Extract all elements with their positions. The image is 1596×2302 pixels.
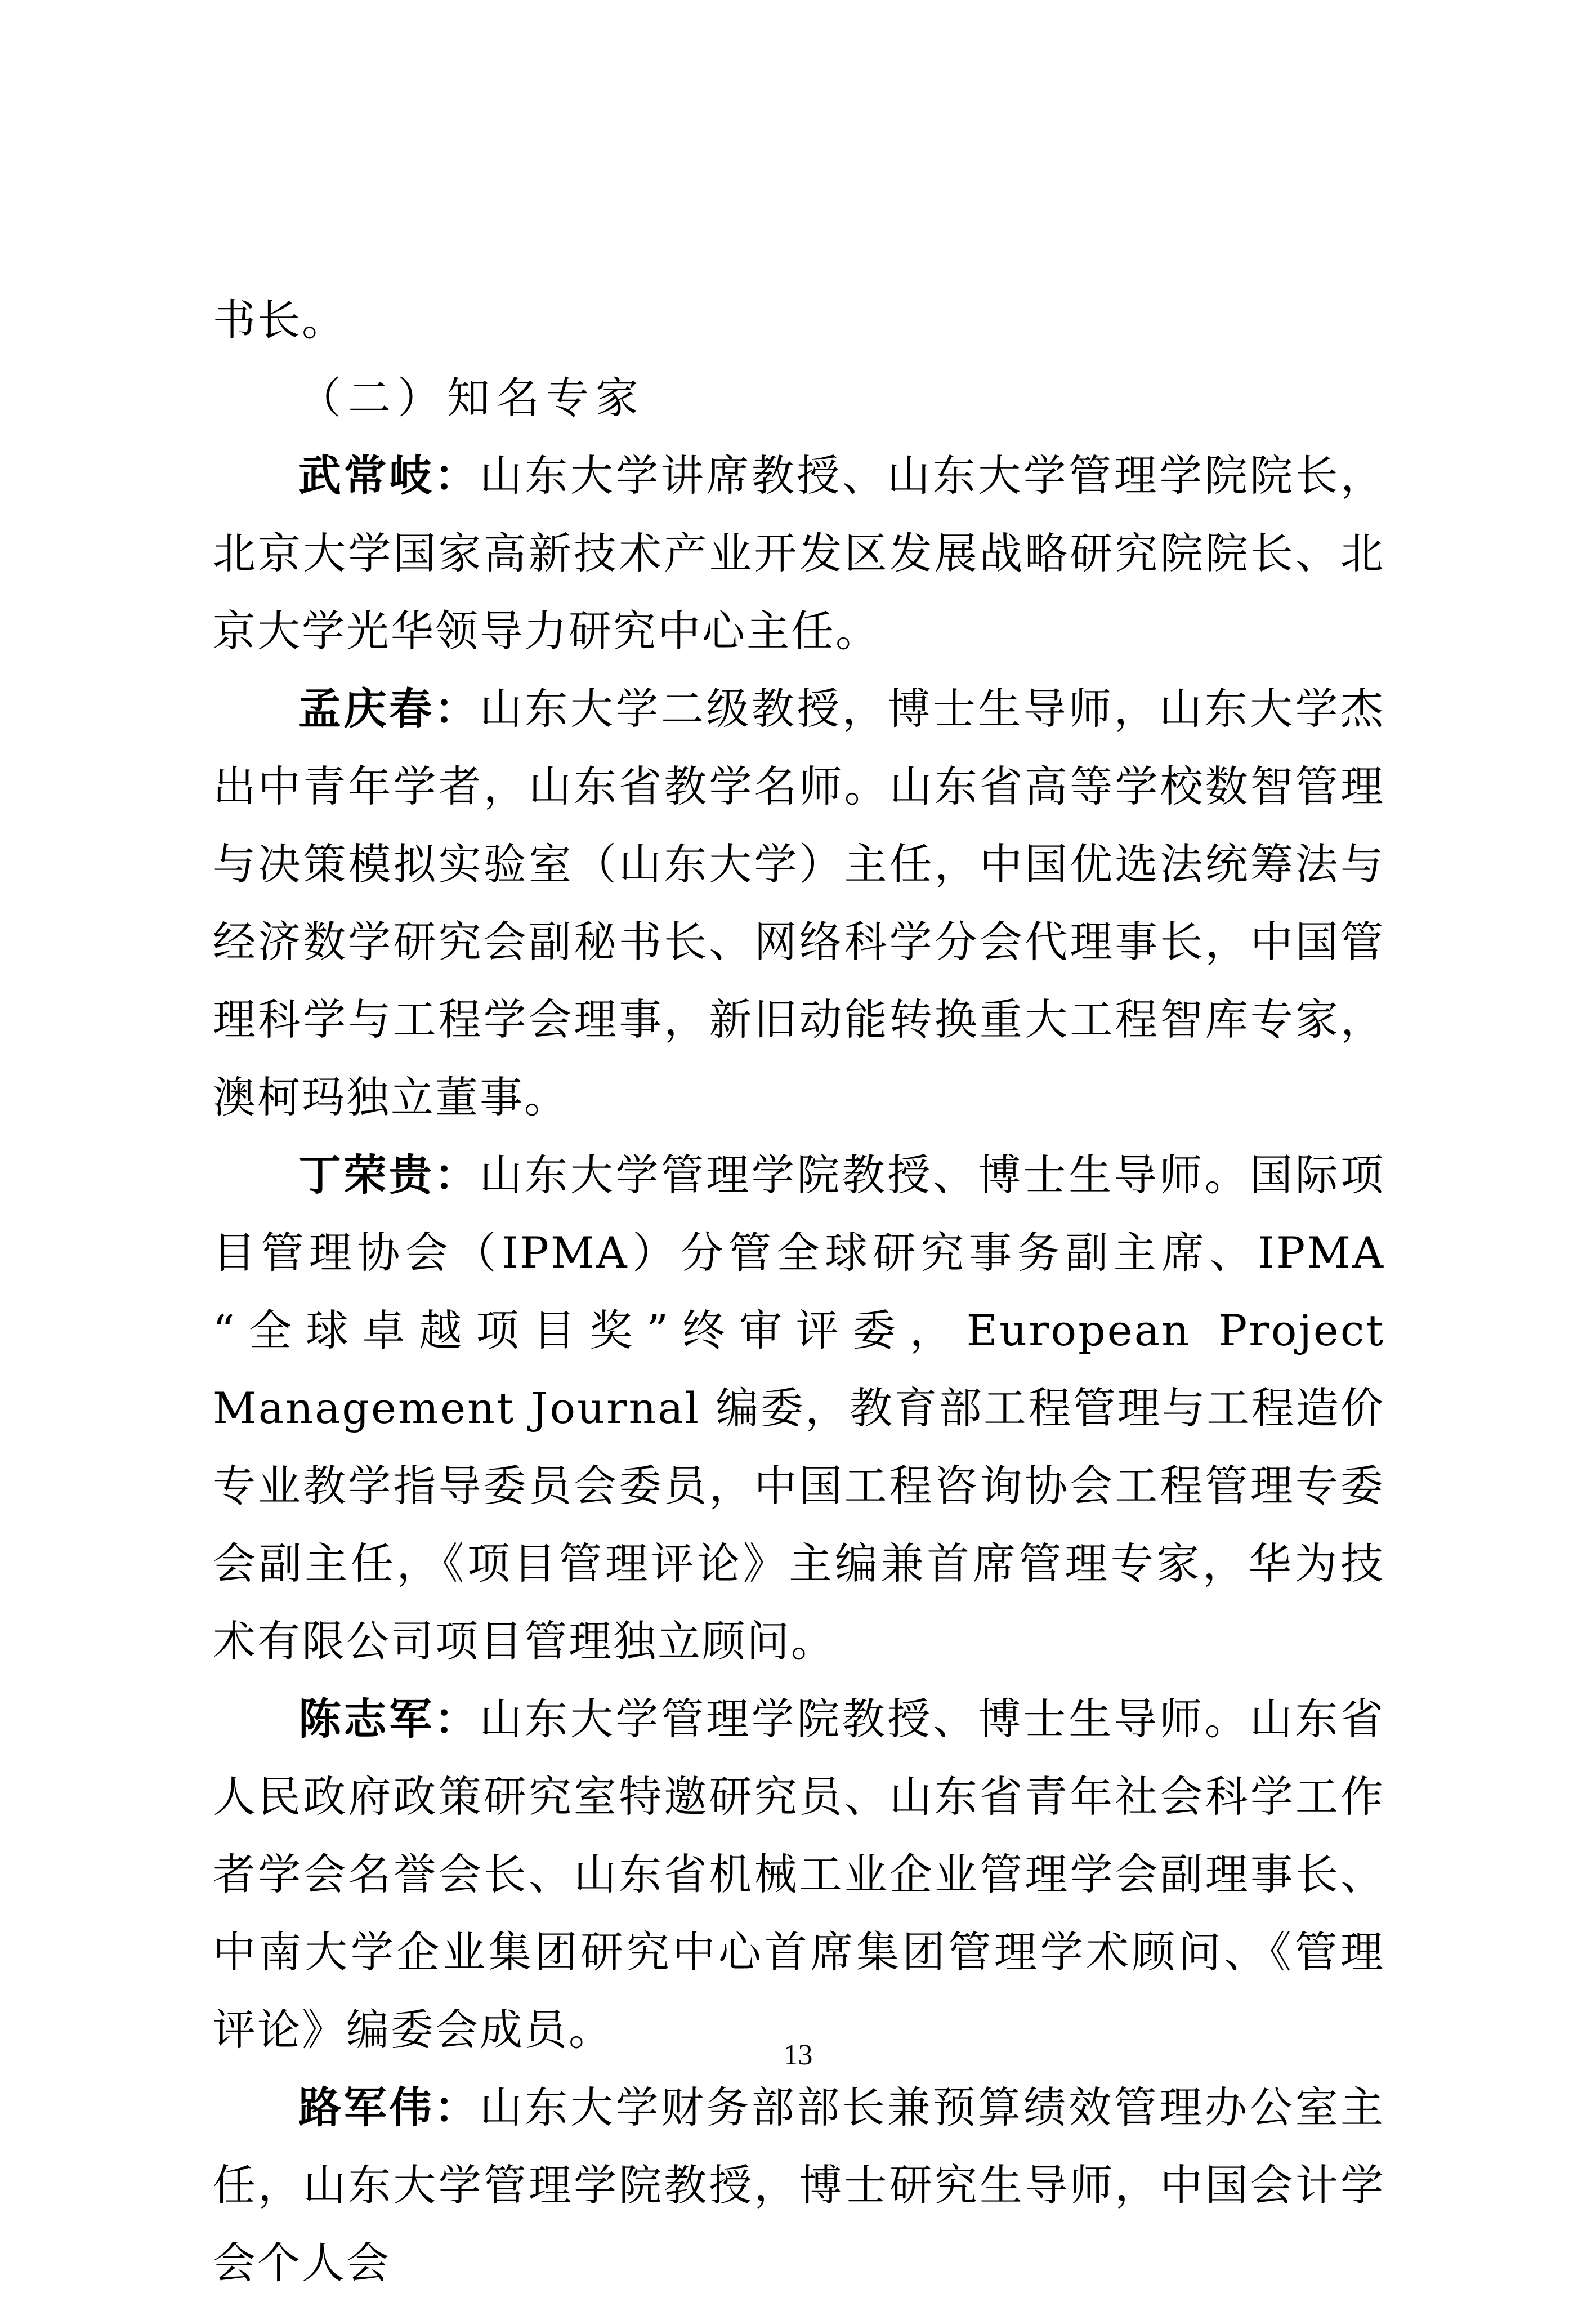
expert-bio: 山东大学讲席教授、山东大学管理学院院长，北京大学国家高新技术产业开发区发展战略研究院院长、北京大学光华领导力研究中心主任。 <box>213 450 1385 656</box>
continuation-text: 书长。 <box>213 295 346 345</box>
expert-name: 陈志军： <box>298 1694 480 1744</box>
page-number: 13 <box>783 2039 813 2071</box>
expert-paragraph-lu <box>213 2069 1385 2302</box>
expert-paragraph-meng <box>213 670 1385 1136</box>
expert-name: 武常岐： <box>298 450 480 501</box>
expert-paragraph-wu <box>213 437 1385 670</box>
expert-bio: 山东大学财务部部长兼预算绩效管理办公室主任，山东大学管理学院教授，博士研究生导师，中国会计学会个人会 <box>213 2082 1385 2288</box>
expert-bio: 山东大学二级教授，博士生导师，山东大学杰出中青年学者，山东省教学名师。山东省高等学校数智管理与决策模拟实验室（山东大学）主任，中国优选法统筹法与经济数学研究会副秘书长、网络科学分会代理事长，中国管理科学与工程学会理事，新旧动能转换重大工程智库专家，澳柯玛独立董事。 <box>213 684 1385 1122</box>
expert-name: 路军伟： <box>298 2082 480 2133</box>
expert-name: 孟庆春： <box>298 684 480 734</box>
section-heading: （二）知名专家 <box>298 373 645 423</box>
page-body <box>213 282 1385 2302</box>
expert-paragraph-chen <box>213 1680 1385 2069</box>
expert-bio: 山东大学管理学院教授、博士生导师。山东省人民政府政策研究室特邀研究员、山东省青年社会科学工作者学会名誉会长、山东省机械工业企业管理学会副理事长、中南大学企业集团研究中心首席集团管理学术顾问、《管理评论》编委会成员。 <box>213 1694 1385 2055</box>
expert-paragraph-ding <box>213 1136 1385 1680</box>
expert-bio: 山东大学管理学院教授、博士生导师。国际项目管理协会（IPMA）分管全球研究事务副主席、IPMA “全球卓越项目奖”终审评委，European Project Management Journal 编委，教育部工程管理与工程造价专业教学指导委员会委员，中国工程咨询协会工程管理专委会副主任，《项目管理评论》主编兼首席管理专家，华为技术有限公司项目管理独立顾问。 <box>213 1150 1385 1666</box>
expert-name: 丁荣贵： <box>298 1150 480 1200</box>
